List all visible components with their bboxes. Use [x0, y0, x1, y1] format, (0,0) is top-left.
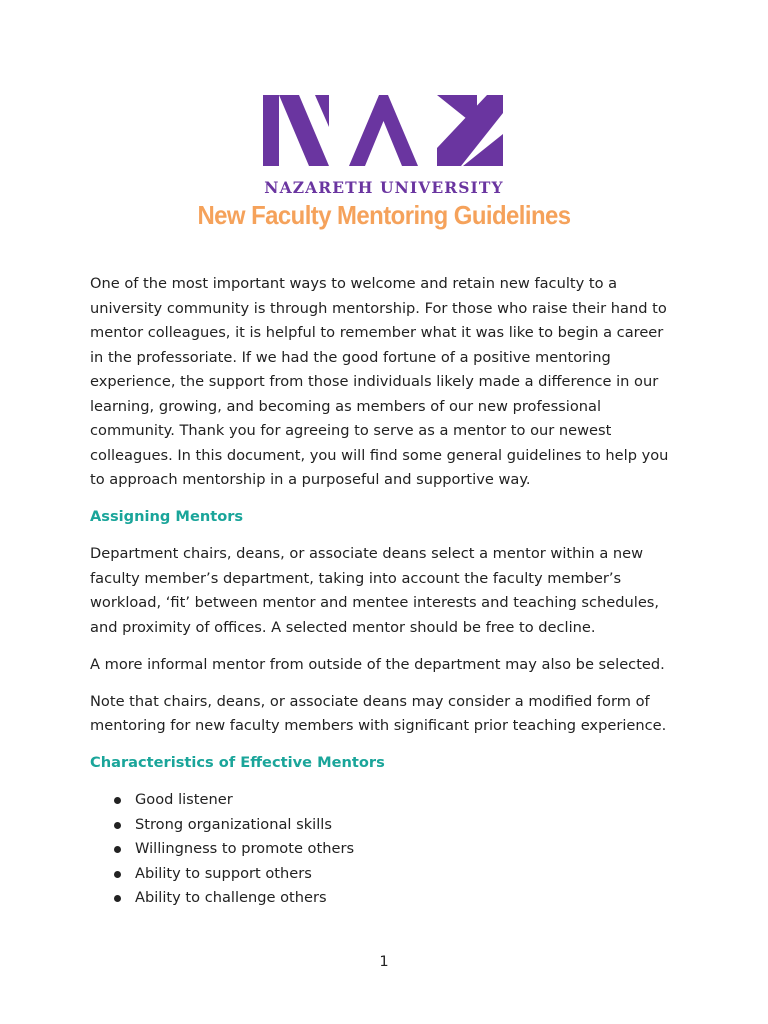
list-item-label: Ability to support others [135, 864, 312, 882]
document-title: New Faculty Mentoring Guidelines [197, 200, 571, 230]
characteristics-list [90, 788, 680, 911]
list-item [90, 813, 680, 838]
section-heading-assigning: Assigning Mentors [90, 508, 244, 525]
bullet-icon [114, 822, 121, 829]
section-heading-characteristics: Characteristics of Effective Mentors [90, 754, 385, 771]
bullet-icon [114, 871, 121, 878]
list-item-label: Willingness to promote others [135, 840, 355, 857]
page-number: 1 [379, 953, 389, 970]
bullet-icon [114, 797, 121, 804]
intro-paragraph: One of the most important ways to welcome and retain new faculty to a university community is through mentorship. For those who raise their hand to mentor colleagues, it is helpful to remember what it was like to begin a career in the professoriate. If we had the good fortune of a positive mentoring experience, the support from those individuals likely made a difference in our learning, growing, and becoming as members of our new professional community. Thank you for agreeing to serve as a mentor to our newest colleagues. In this document, you will find some general guidelines to help you to approach mentorship in a purposeful and supportive way. [90, 275, 669, 488]
bullet-icon [114, 895, 121, 902]
list-item [90, 837, 680, 862]
institution-name: NAZARETH UNIVERSITY [264, 178, 504, 197]
bullet-icon [114, 846, 121, 853]
naz-logo-mark [263, 95, 504, 166]
list-item-label: Good listener [135, 791, 233, 808]
list-item [90, 862, 680, 887]
assigning-paragraph-3: Note that chairs, deans, or associate deans may consider a modified form of mentoring for new faculty members with significant prior teaching experience. [90, 692, 667, 734]
list-item-label: Ability to challenge others [135, 889, 327, 906]
document-body [90, 272, 680, 911]
assigning-paragraph-1: Department chairs, deans, or associate deans select a mentor within a new faculty member’s department, taking into account the faculty member’s workload, ‘fit’ between mentor and mentee interests and teaching schedules, and proximity of offices. A selected mentor should be free to decline. [90, 545, 660, 636]
list-item [90, 788, 680, 813]
assigning-paragraph-2: A more informal mentor from outside of the department may also be selected. [90, 655, 665, 673]
list-item-label: Strong organizational skills [135, 815, 332, 833]
list-item [90, 886, 680, 911]
